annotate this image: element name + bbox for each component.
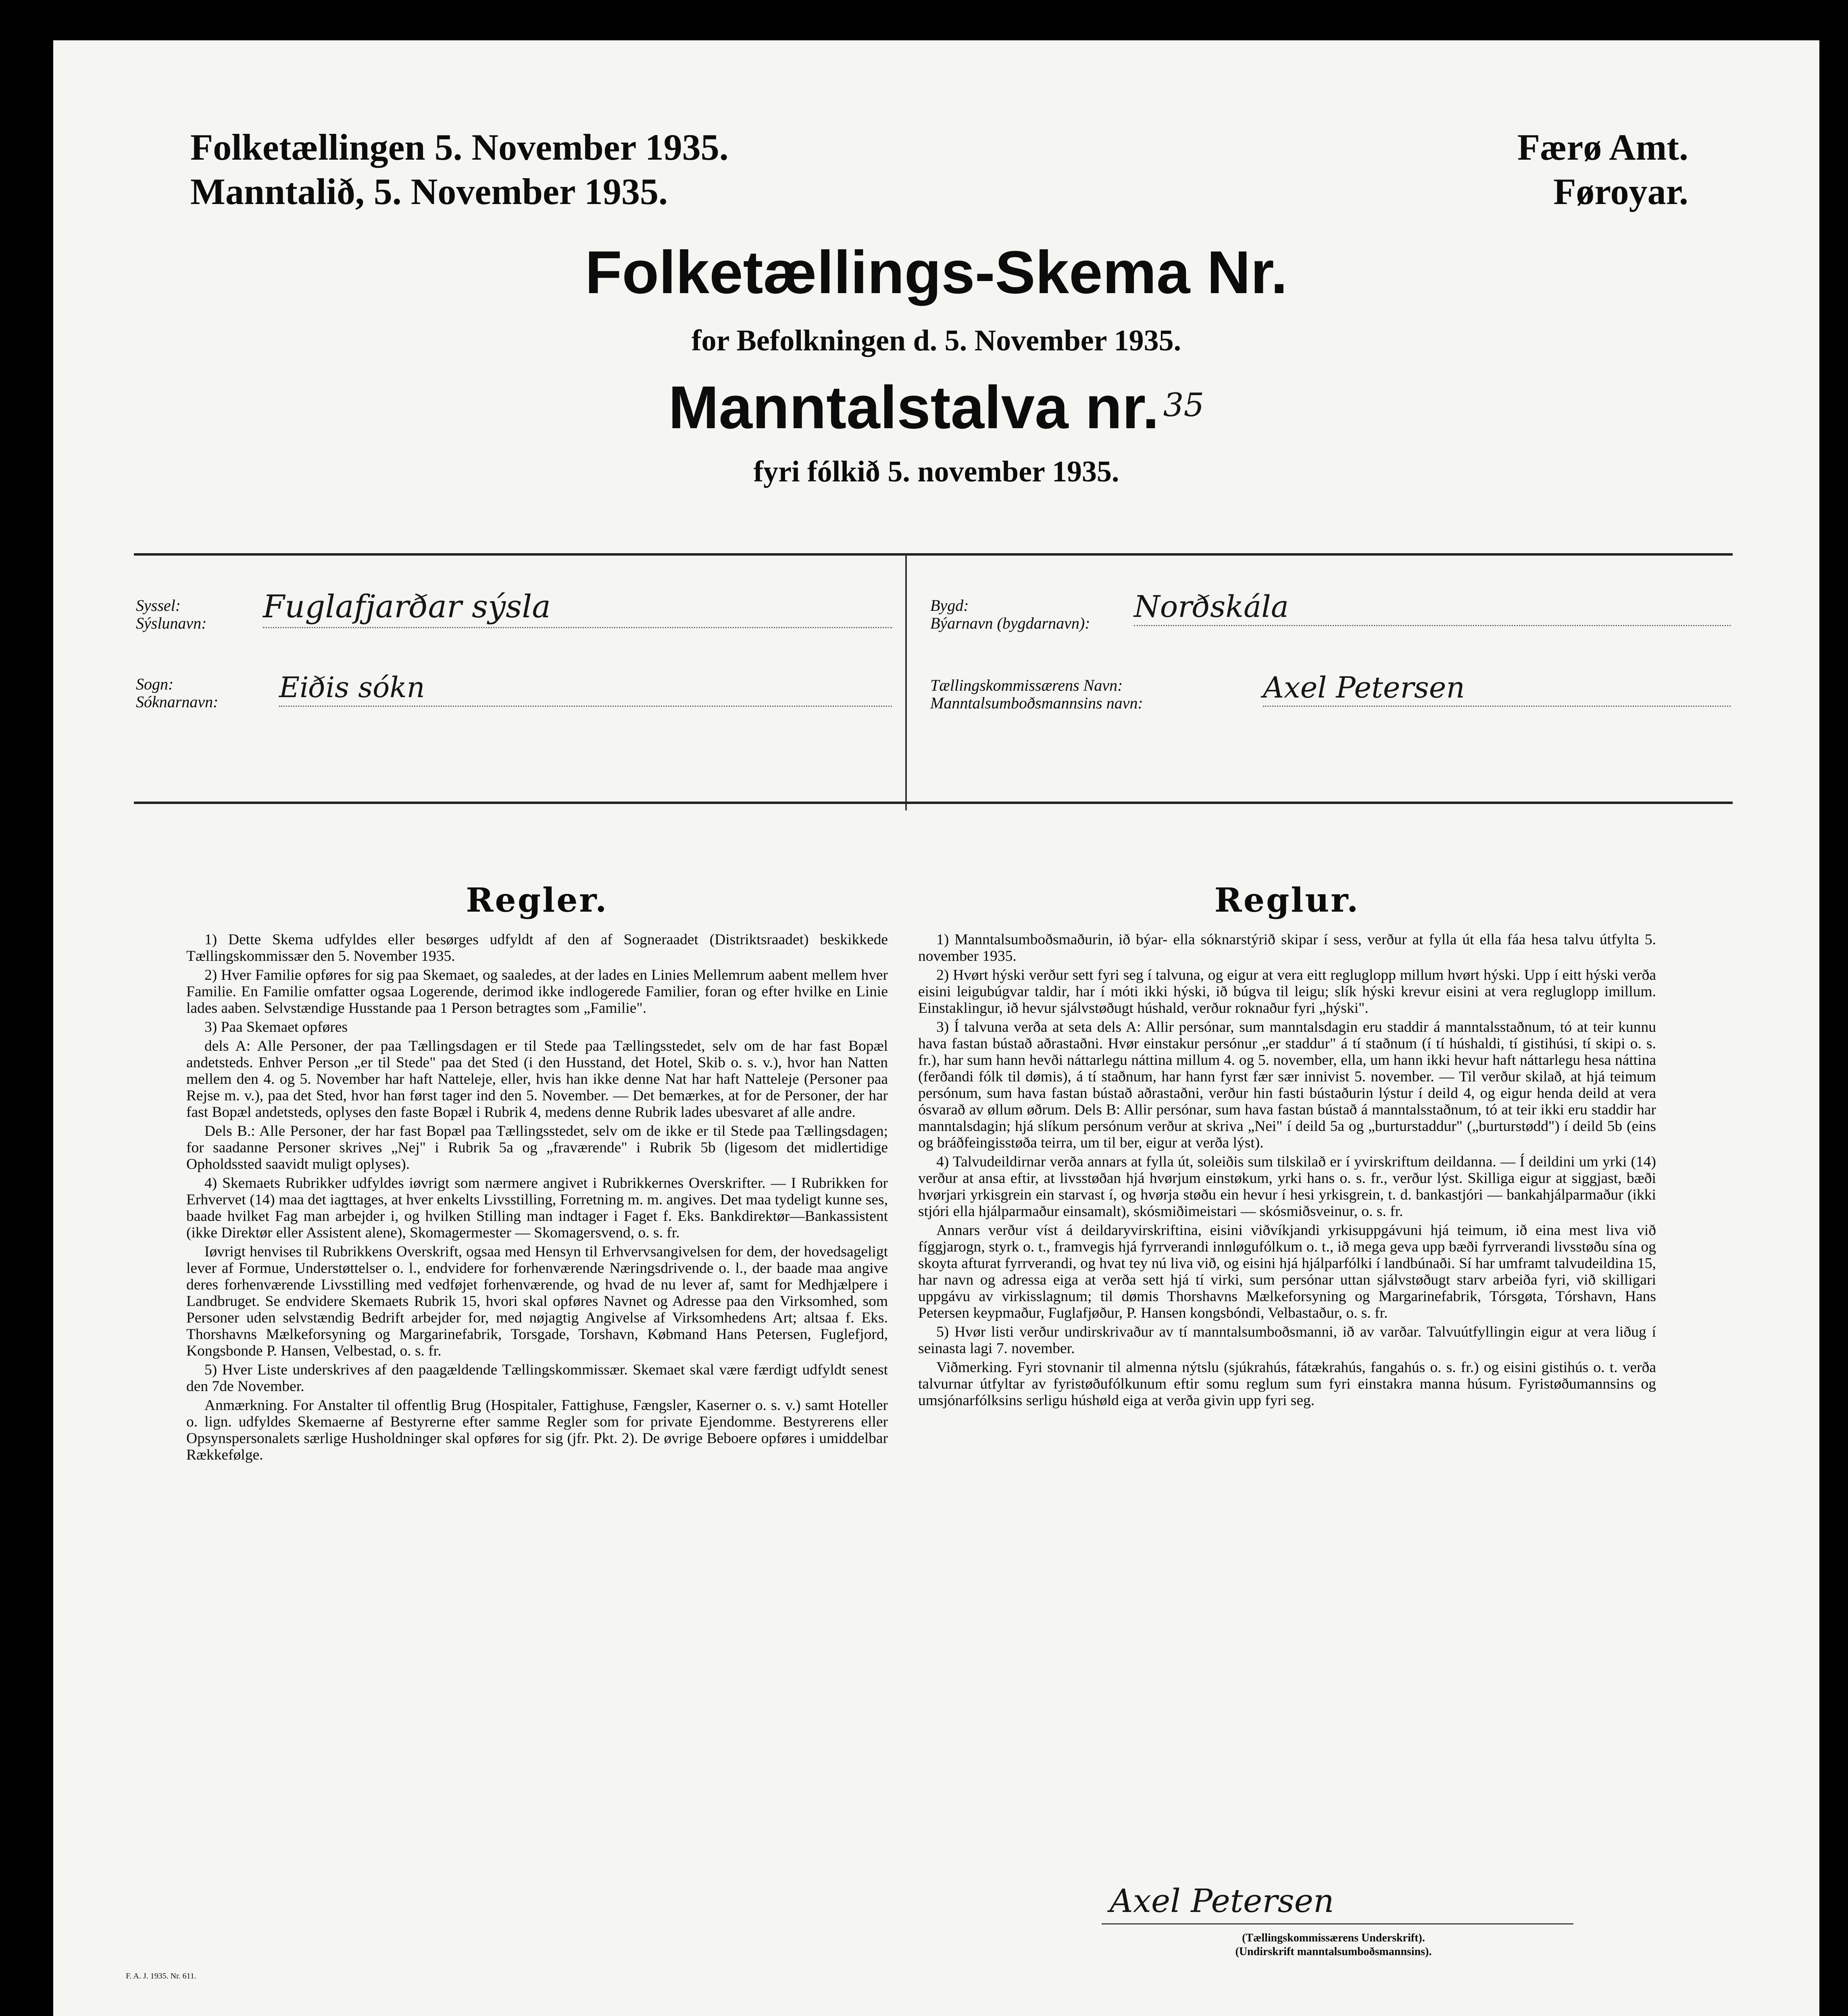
sogn-label: Sogn: — [136, 675, 174, 693]
rules-da-p2: 2) Hver Familie opføres for sig paa Skemaet, og saaledes, at der lades en Linies Mellemrum aabent mellem hver Familie. En Familie omfatter ogsaa Logerende, derimod ikke indlogerede Familier, foran og efter hvilke en Linie lades aaben. Selvstændige Husstande paa 1 Person betragtes som „Familie". — [186, 967, 888, 1016]
signature-captions — [1102, 1931, 1565, 1959]
title-danish: Folketællings-Skema Nr. — [585, 238, 1288, 306]
header-amt-da: Færø Amt. — [1517, 127, 1688, 168]
sogn-label-block — [136, 675, 218, 711]
syslunavn-label: Sýslunavn: — [136, 614, 207, 632]
syssel-label: Syssel: — [136, 596, 181, 614]
rules-da-p9: Anmærkning. For Anstalter til offentlig Brug (Hospitaler, Fattighuse, Fængsler, Kaserner o. s. v.) samt Hoteller o. lign. udfyldes Skemaerne af Bestyrerne efter samme Regler som for private Ejendomme. Bestyrerens eller Opsynspersonalets særlige Husholdninger skal opføres for sig (jfr. Pkt. 2). De øvrige Beboere opføres i umiddelbar Rækkefølge. — [186, 1397, 888, 1463]
kommissaer-label: Tællingskommissærens Navn: — [930, 676, 1123, 694]
rules-danish-heading: Regler. — [466, 881, 608, 920]
rules-da-p1: 1) Dette Skema udfyldes eller besørges udfyldt af den af Sogneraadet (Distriktsraadet) beskikkede Tællingskommissær den 5. November 1935. — [186, 931, 888, 964]
rules-da-p3: 3) Paa Skemaet opføres — [204, 1019, 348, 1035]
kommissaer-field[interactable]: Axel Petersen — [1263, 669, 1731, 707]
header-census-da: Folketællingen 5. November 1935. — [190, 127, 729, 168]
bygd-label: Bygd: — [930, 596, 969, 614]
rules-fo-p3: 3) Í talvuna verða at seta dels A: Allir persónar, sum manntalsdagin eru staddir á manntalsstaðnum, tó at teir kunnu hava fastan bústað aðrastaðni. Hvør einstakur persónur „er staddur" á tí staðnum (í tí húshaldi, tí gistihúsi, tí skipi o. s. fr.), har sum hann hevði náttarlegu náttina millum 4. og 5. november, ella, um hann ikki hevur haft náttarlegu hesa náttina (ferðandi fólk til dømis), á tí staðnum, har hann fyrst fær sær innivist 5. november. — Til verður skilað, at hjá teimum persónum, sum hava fastan bústað aðrastaðni, verður hin fasti bústaðurin lýstur í deild 4, og eigur henda deild at vera ósvarað av øllum øðrum. Dels B: Allir persónar, sum hava fastan bústað á manntalsstaðnum, tó at teir ikki eru staddir har manntalsdagin; hjá slíkum persónum verður at skriva „Nei" í deild 5a og „burturstaddur" („burturstødd") í deild 5b (eins og bráðfeingisstøða teirra, um til ber, eigur at verða lýst). — [918, 1019, 1656, 1151]
title-faroese-label: Manntalstalva nr. — [668, 373, 1159, 441]
rules-da-p5: Dels B.: Alle Personer, der har fast Bopæl paa Tællingsstedet, selv om de ikke er til Stede paa Tællingsdagen; for saadanne Personer skrives „Nej" i Rubrik 5a og „fraværende" i Rubrik 5b (ligesom det midlertidige Opholdssted saavidt muligt oplyses). — [186, 1123, 888, 1173]
rules-danish-column — [186, 931, 888, 1466]
rules-da-p4: dels A: Alle Personer, der paa Tællingsdagen er til Stede paa Tællingsstedet, selv om de har fast Bopæl andetsteds. Enhver Person „er til Stede" paa det Sted (i den Husstand, det Hotel, Skib o. s. v.), hvor han Natten mellem den 4. og 5. November har haft Natteleje, eller, hvis han ikke denne Nat har haft Natteleje (Personer paa Rejse m. v.), paa det Sted, hvor han først tager ind den 5. November. — Det bemærkes, at for de Personer, der har fast Bopæl andetsteds, oplyses den faste Bopæl i Rubrik 4, medens denne Rubrik lades ubesvaret af alle andre. — [186, 1038, 888, 1120]
rules-fo-p4: 4) Talvudeildirnar verða annars at fylla út, soleiðis sum tilskilað er í yvirskriftum deildanna. — Í deildini um yrki (14) verður at ansa eftir, at livsstøðan hjá hvørjum einstøkum, yrki hans o. s. fr., verður lýst. Skilliga eigur at siggjast, bæði hvørjari yrkisgrein ein starvast í, og hvørja støðu ein hevur í hesi yrkisgrein, t. d. bankastjóri — bankahjálparmaður (ikki stjóri ella hjálparmaður einsamalt), skósmiðimeistari — skósmiðsveinur, o. s. fr. — [918, 1154, 1656, 1220]
rules-fo-p2: 2) Hvørt hýski verður sett fyri seg í talvuna, og eigur at vera eitt regluglopp millum hvørt hýski. Upp í eitt hýski verða eisini leigubúgvar taldir, har í móti ikki hýski, ið búgva til leigu; slík hýski krevur eisini at vera regluglopp imillum. Einstaklingur, ið hevur sjálvstøðugt húshald, verður roknaður fyri „hýski". — [918, 967, 1656, 1016]
schema-number: 35 — [1163, 386, 1204, 424]
bygd-label-block — [930, 597, 1090, 632]
header-amt-fo: Føroyar. — [1553, 171, 1688, 212]
bygd-field[interactable]: Norðskála — [1134, 589, 1731, 626]
subtitle-faroese: fyri fólkið 5. november 1935. — [753, 455, 1119, 488]
printer-mark: F. A. J. 1935. Nr. 611. — [126, 1972, 196, 1981]
field-block-divider — [905, 554, 907, 810]
sogn-field[interactable]: Eiðis sókn — [279, 669, 892, 707]
subtitle-danish: for Befolkningen d. 5. November 1935. — [691, 324, 1181, 357]
field-block-bottom-rule — [134, 802, 1733, 804]
rules-fo-p6: 5) Hvør listi verður undirskrivaður av tí manntalsumboðsmanni, ið av varðar. Talvuútfyllingin eigur at vera liðug í seinasta lagi 7. november. — [918, 1324, 1656, 1357]
syssel-field[interactable]: Fuglafjarðar sýsla — [263, 587, 892, 628]
umbodsmadur-label: Manntalsumboðsmannsins navn: — [930, 694, 1143, 712]
signature-caption-da: (Tællingskommissærens Underskrift). — [1242, 1932, 1425, 1944]
rules-da-p8: 5) Hver Liste underskrives af den paagældende Tællingskommissær. Skemaet skal være færdigt udfyldt senest den 7de November. — [186, 1362, 888, 1395]
rules-fo-p1: 1) Manntalsumboðsmaðurin, ið býar- ella sóknarstýrið skipar í sess, verður at fylla út ella fáa hesa talvu útfylta 5. november 1935. — [918, 931, 1656, 964]
field-block-top-rule — [134, 553, 1733, 556]
kommissaer-label-block — [930, 677, 1143, 712]
census-form-sheet — [53, 40, 1819, 2016]
rules-fo-p5: Annars verður víst á deildaryvirskriftina, eisini viðvíkjandi yrkisuppgávuni hjá teimum, ið eina mest liva við fíggjarogn, styrk o. t., framvegis hjá fyrrverandi innløgufólkum o. t., ið mega geva upp bæði fyrrverandi livsstøðu sína og skoyta afturat fyrrverandi, og hvat tey nú liva við, og eisini hjá hjálparfólki í landbúnaði. Sí har umframt talvudeildina 15, har navn og adressa eiga at verða sett hjá tí virki, sum persónar uttan sjálvstøðugt starv arbeiða fyri, við skilligari uppgávu av virkisslagnum; til dømis Thorshavns Mælkeforsyning og Margarinefabrik, Tórsgøta, Tórshavn, Hans Petersen keypmaður, Fuglafjøður, P. Hansen kongsbóndi, Velbastaður, o. s. fr. — [918, 1222, 1656, 1321]
header-census-fo: Manntalið, 5. November 1935. — [190, 171, 668, 212]
rules-faroese-heading: Reglur. — [1214, 881, 1360, 920]
byarnavn-label: Býarnavn (bygdarnavn): — [930, 614, 1090, 632]
soknarnavn-label: Sóknarnavn: — [136, 693, 219, 711]
header-left — [190, 125, 729, 214]
signature-field[interactable]: Axel Petersen — [1102, 1879, 1573, 1924]
rules-faroese-column — [918, 931, 1656, 1411]
title-faroese — [53, 371, 1819, 442]
rules-fo-p7: Viðmerking. Fyri stovnanir til almenna nýtslu (sjúkrahús, fátækrahús, fangahús o. s. fr.) og eisini gistihús o. t. verða talvurnar útfyltar av fyristøðufólkunum eftir somu reglum sum fyri einstakra manna húsum. Fyristøðumannsins og umsjónarfólksins serligu húshøld eiga at verða givin upp fyri seg. — [918, 1359, 1656, 1409]
rules-da-p6: 4) Skemaets Rubrikker udfyldes iøvrigt som nærmere angivet i Rubrikkernes Overskrifter. — I Rubrikken for Erhvervet (14) maa det iagttages, at hver enkelts Livsstilling, Forretning m. m. angives. Det maa tydeligt kunne ses, baade hvilket Fag man arbejder i, og hvilken Stilling man indtager i Faget f. Eks. Bankdirektør—Bankassistent (ikke Direktør eller Assistent alene), Skomagermester — Skomagersvend, o. s. fr. — [186, 1175, 888, 1241]
signature-caption-fo: (Undirskrift manntalsumboðsmannsins). — [1235, 1945, 1432, 1958]
rules-da-p7: Iøvrigt henvises til Rubrikkens Overskrift, ogsaa med Hensyn til Erhvervsangivelsen for dem, der hovedsageligt lever af Formue, Understøttelser o. l., endvidere for forhenværende Næringsdrivende o. l., der baade maa angive deres forhenværende Livsstilling med vedføjet forhenværende, og hvad de nu lever af, samt for Medhjælpere i Landbruget. Se endvidere Skemaets Rubrik 15, hvori skal opføres Navnet og Adresse paa den Virksomhed, som Personer uden selvstændig Bedrift arbejder for, med nøjagtig Angivelse af Virksomhedens Art; altsaa f. Eks. Thorshavns Mælkeforsyning og Margarinefabrik, Torsgade, Torshavn, Købmand Hans Petersen, Fuglefjord, Kongsbonde P. Hansen, Velbestad, o. s. fr. — [186, 1243, 888, 1359]
syssel-label-block — [136, 597, 207, 632]
header-right — [1517, 125, 1688, 214]
